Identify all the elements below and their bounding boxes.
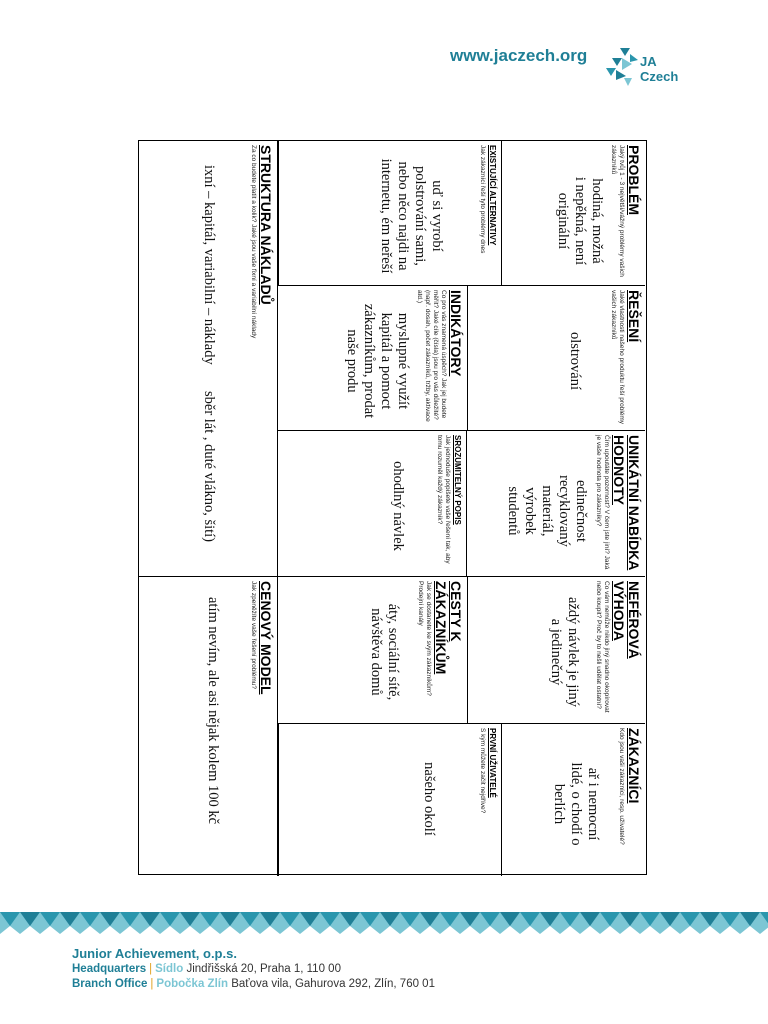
footer-branch-address: Baťova vila, Gahurova 292, Zlín, 760 01 bbox=[231, 978, 435, 990]
footer-branch-label: Branch Office bbox=[72, 978, 148, 990]
footer-hq-line bbox=[72, 962, 435, 978]
revenue-title: CENOVÝ MODEL bbox=[258, 581, 274, 695]
indicators-answer: myslupné využít kapitál a pomoct zákazníkům, prodat naše produ bbox=[344, 303, 411, 419]
uvp-cell bbox=[278, 431, 645, 577]
alternatives-answer: uď si vyrobí polstrování sami, nebo něco najdi na internetu, ém neřeší bbox=[378, 158, 445, 274]
alternatives-desc: Jak zákazníci řeší tyto problémy dnes bbox=[479, 145, 486, 254]
problem-desc: Jaký tvůj 1 - 3 největší/vážný problémy vašich zákazníků bbox=[610, 145, 625, 277]
cost-structure-answer-2: sběr lát , duté vlákno, šití) bbox=[201, 391, 217, 543]
footer bbox=[72, 946, 435, 993]
concept-title: SROZUMITELNÝ POPIS bbox=[453, 435, 462, 525]
unfair-column bbox=[278, 577, 645, 724]
footer-separator: | bbox=[150, 978, 154, 990]
logo-text-czech: Czech bbox=[640, 69, 679, 84]
concept-answer: ohodlný návlek bbox=[390, 461, 406, 551]
indicators-cell bbox=[278, 286, 467, 431]
channels-title: CESTY K ZÁKAZNÍKŮM bbox=[433, 581, 464, 675]
unfair-cell bbox=[467, 577, 645, 724]
cost-structure-answer-1: ixní – kapitál, variabilní – náklady bbox=[201, 165, 217, 365]
revenue-answer: atím nevím, ale asi nějak kolem 100 kč bbox=[205, 597, 221, 825]
customers-answer: ař i nemocní lidé, o chodí o berlích bbox=[551, 762, 601, 846]
footer-hq-label-cz: Sídlo bbox=[155, 962, 184, 975]
logo-text-ja: JA bbox=[640, 54, 657, 69]
footer-org-name: Junior Achievement, o.p.s. bbox=[72, 946, 237, 961]
customers-title: ZÁKAZNÍCI bbox=[626, 728, 642, 804]
channels-cell bbox=[278, 577, 467, 724]
unfair-answer: aždý návlek je jiný a jedinečný bbox=[548, 597, 581, 707]
problem-title: PROBLÉM bbox=[626, 145, 642, 215]
early-adopters-cell bbox=[278, 724, 502, 876]
footer-hq-label: Headquarters bbox=[72, 962, 147, 975]
decorative-triangle-band bbox=[0, 912, 768, 934]
footer-branch-label-cz: Pobočka Zlín bbox=[156, 978, 228, 990]
alternatives-cell bbox=[278, 141, 502, 286]
problem-answer: hodiná, možná i nepěkná, není originální bbox=[555, 176, 605, 266]
lean-canvas bbox=[138, 140, 647, 875]
cost-structure-title: STRUKTURA NÁKLADŮ bbox=[258, 145, 274, 305]
solution-cell bbox=[467, 286, 645, 431]
cost-structure-desc: Za co budete platit a kolik? Jaké jsou vaše fixní a variabilní náklady bbox=[250, 145, 257, 339]
revenue-desc: Jak zpeněžíte vaše řešení problému? bbox=[250, 581, 257, 690]
early-adopters-title: PRVNÍ UŽIVATELÉ bbox=[488, 728, 497, 798]
ja-czech-logo bbox=[606, 48, 696, 92]
cost-structure-cell bbox=[139, 141, 278, 577]
problem-cell bbox=[278, 141, 645, 286]
concept-desc: Jak jednoduše popíšete vaše řešení tak, aby tomu rozuměl každý zákazník? bbox=[436, 435, 451, 564]
solution-title: ŘEŠENÍ bbox=[626, 290, 642, 343]
uvp-desc: Čím upoutáte pozornost? V čem jste jiní? Jaká je vaše hodnota pro zákazníky? bbox=[595, 435, 610, 570]
channels-answer: áty, sociální sítě, návštěva domů bbox=[368, 603, 401, 701]
ja-logo-icon bbox=[606, 48, 640, 88]
revenue-cell bbox=[139, 577, 278, 876]
solution-desc: Jaké vlastnosti našeho produktu řeší problémy vašich zákazníků bbox=[610, 290, 625, 425]
early-adopters-desc: S kým můžete začít nejdříve? bbox=[479, 728, 486, 814]
footer-hq-address: Jindřišská 20, Praha 1, 110 00 bbox=[186, 962, 341, 975]
indicators-title: INDIKÁTORY bbox=[448, 290, 464, 377]
website-url[interactable]: www.jaczech.org bbox=[450, 46, 588, 65]
customers-cell bbox=[278, 724, 645, 876]
solution-column bbox=[278, 286, 645, 431]
early-adopters-answer: našeho okolí bbox=[421, 762, 437, 836]
uvp-title: UNIKÁTNÍ NABÍDKA HODNOTY bbox=[611, 435, 642, 571]
concept-cell bbox=[278, 431, 467, 577]
uvp-answer: edinečnost recyklovaný materiál, výrobek studentů bbox=[505, 475, 589, 547]
footer-branch-line bbox=[72, 977, 435, 993]
indicators-desc: Co pro vás znamená úspěch? Jak jej budete měřit? Jaké cíle (čísla) jsou pro vás důležité? (např. dosah, počet zákazníků, tržby, aktivace atd.) bbox=[416, 290, 447, 422]
footer-separator: | bbox=[149, 962, 153, 975]
channels-desc: Jak se dostanete ke svým zákazníkům? Prodejní kanály bbox=[417, 581, 432, 696]
unfair-desc: Co vám nemůže nikdo jiný snadno okopírovat nebo koupit? Proč by to nešli udělat ostatní? bbox=[595, 581, 610, 713]
customers-desc: Kdo jsou vaši zákazníci, resp. uživatelé? bbox=[618, 728, 625, 845]
unfair-title: NEFÉROVÁ VÝHODA bbox=[611, 581, 642, 659]
alternatives-title: EXISTUJÍCÍ ALTERNATIVY bbox=[488, 145, 497, 246]
solution-answer: olstrování bbox=[567, 332, 583, 390]
